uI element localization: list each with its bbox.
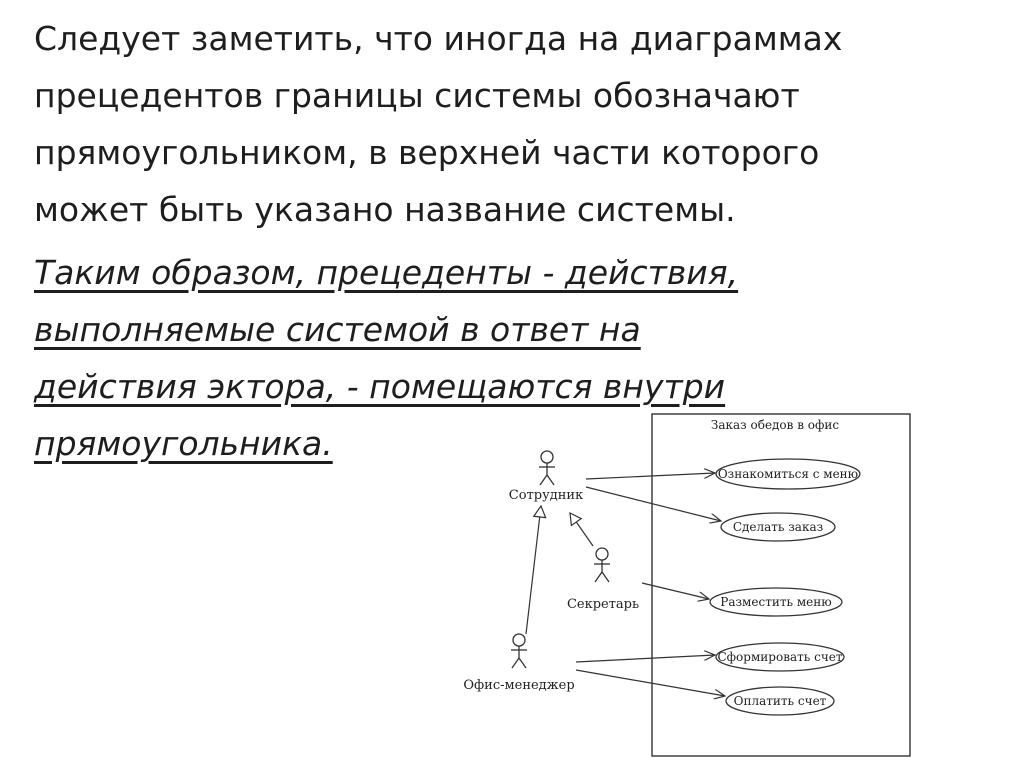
generalization-arrow xyxy=(570,513,593,546)
generalization-arrow xyxy=(526,506,541,634)
use-case-order xyxy=(721,513,835,541)
use-case-pay-bill xyxy=(726,687,834,715)
actor-label-sotrudnik: Сотрудник xyxy=(508,488,584,503)
paragraph-intro xyxy=(34,10,934,238)
association-arrow xyxy=(576,655,715,662)
use-case-diagram-svg xyxy=(440,400,1024,767)
use-case-place-menu xyxy=(710,588,842,616)
use-case-label: Сделать заказ xyxy=(732,520,824,534)
use-case-label: Ознакомиться с меню xyxy=(717,467,859,481)
text-line: Следует заметить, что иногда на диаграммах xyxy=(34,19,843,58)
use-case-label: Разместить меню xyxy=(720,595,832,609)
use-case-label: Оплатить счет xyxy=(733,694,827,708)
text-line: может быть указано название системы. xyxy=(34,190,736,229)
text-line: прецедентов границы системы обозначают xyxy=(34,76,800,115)
system-title: Заказ обедов в офис xyxy=(710,418,840,432)
association-arrow xyxy=(586,473,715,479)
use-case-menu xyxy=(716,459,860,489)
text-line: прямоугольником, в верхней части которого xyxy=(34,133,820,172)
use-case-form-bill xyxy=(716,643,844,671)
use-case-diagram xyxy=(440,400,1024,767)
actor-ofis-menedzher-icon xyxy=(511,634,527,668)
text-line: действия эктора, - помещаются внутри xyxy=(34,367,726,406)
association-arrow xyxy=(576,670,725,696)
text-line: выполняемые системой в ответ на xyxy=(34,310,641,349)
text-line: прямоугольника. xyxy=(34,424,333,463)
actor-label-ofis-menedzher: Офис-менеджер xyxy=(463,678,575,693)
actor-label-sekretar: Секретарь xyxy=(566,597,640,612)
actor-sekretar-icon xyxy=(594,548,610,582)
association-arrow xyxy=(586,487,721,521)
use-case-label: Сформировать счет xyxy=(717,650,843,664)
actor-sotrudnik-icon xyxy=(539,451,555,485)
text-line: Таким образом, прецеденты - действия, xyxy=(34,253,739,292)
